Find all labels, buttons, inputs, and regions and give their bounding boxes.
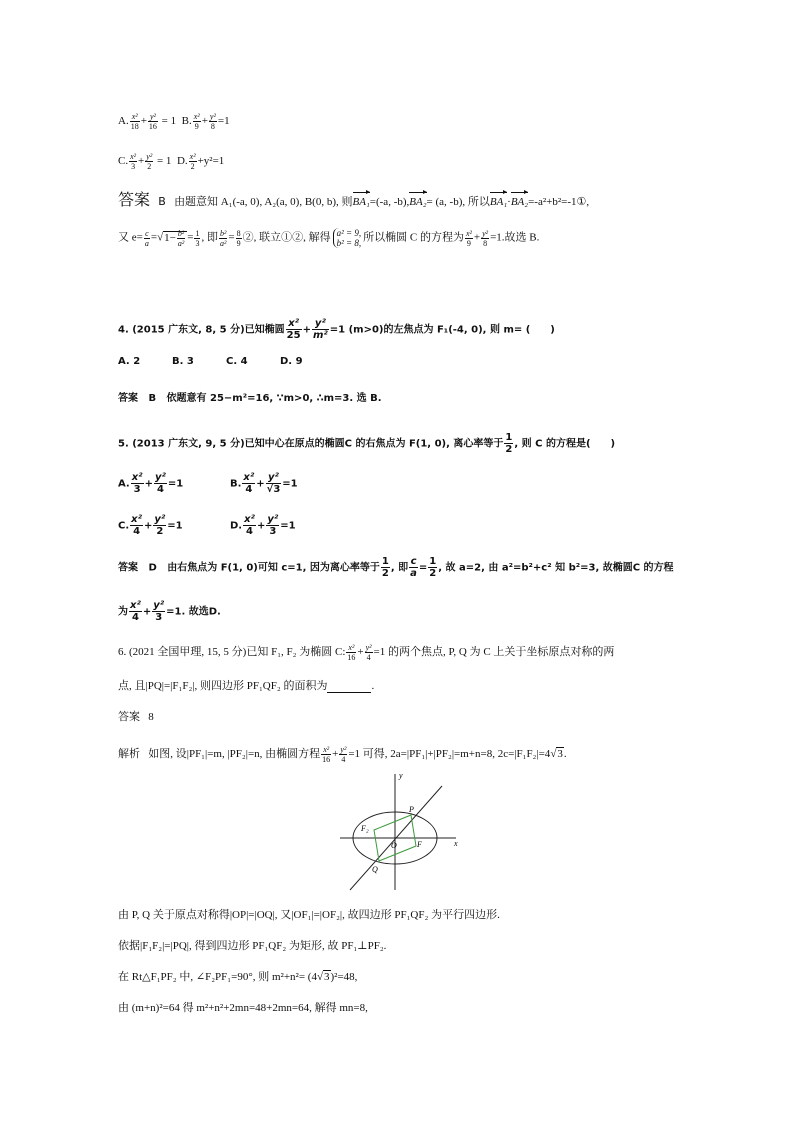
answer-tag: 答案 <box>118 190 151 209</box>
option-label: A. <box>118 115 129 128</box>
q5-answer-line1: 答案 D 由右焦点为 F(1, 0)可知 c=1, 因为离心率等于 $\frac{1}{2}$ , 即 $\frac{c}{a}$ = $\frac{1}{2}$ , 故 a=2, 由 a²=b²+c² 知 b²=3, 故椭圆C 的方程 <box>118 556 674 579</box>
option-a: A. 2 <box>118 356 141 367</box>
label-q: Q <box>372 865 378 874</box>
q6-solution-line3: 在 Rt△F₁PF₂ 中, ∠F₂PF₁=90°, 则 m²+n²= (4√3)²=48, <box>118 971 358 983</box>
option-d: D. 9 <box>280 356 303 367</box>
label-f1: F <box>417 840 422 849</box>
label-o: O <box>391 841 397 850</box>
q5-answer-line2: 为 $\frac{\text{x²}}{4}$ + $\frac{\text{y²}}{3}$ =1. 故选D. <box>118 600 221 623</box>
q6-answer: 答案 8 <box>118 710 154 723</box>
q3-options-ab: A. $\frac{\text{x²}}{18}$ + $\frac{\text{y²}}{16}$ = 1 B. $\frac{\text{x²}}{9}$ + $\frac{\text{y²}}{8}$ =1 <box>118 112 230 131</box>
q3-answer-line1: 答案 B 由题意知 A₁(-a, 0), A₂(a, 0), B(0, b), 则BA₁=(-a, -b),BA₂= (a, -b), 所以BA₁·BA₂=-a²+b²=-1①, <box>118 190 590 209</box>
q3-options-cd: C. $\frac{\text{x²}}{3}$ + $\frac{\text{y²}}{2}$ = 1 D. $\frac{\text{x²}}{2}$ +y²=1 <box>118 152 225 171</box>
q3-answer-line2: 又 e= $\frac{c}{a}$ =√1− $\frac{\text{b²}}{\text{a²}}$ = $\frac{1}{3}$ , 即 $\frac{\text{b²}}{\text{a²}}$ = $\frac{8}{9}$ ②, 联立①②, 解得 a² = 9, b² = 8, 所以椭圆 C 的方程为 $\frac{\text{x²}}{9}$ + $\frac{\text{y²}}{8}$ =1.故选 B. <box>118 228 540 248</box>
label-y: y <box>399 771 403 780</box>
q5-stem: 5. (2013 广东文, 9, 5 分)已知中心在原点的椭圆C 的右焦点为 F(1, 0), 离心率等于 $\frac{1}{2}$ , 则 C 的方程是( ) <box>118 432 616 455</box>
q5-options-ab: A. $\frac{\text{x²}}{3}$ + $\frac{\text{y²}}{4}$ =1 B. $\frac{\text{x²}}{4}$ + $\frac{\text{y²}}{√3}$ =1 <box>118 472 298 495</box>
label-x: x <box>454 839 458 848</box>
label-f2: F₂ <box>361 824 369 833</box>
q6-solution-line1: 由 P, Q 关于原点对称得|OP|=|OQ|, 又|OF₁|=|OF₂|, 故四边形 PF₁QF₂ 为平行四边形. <box>118 909 500 921</box>
q6-solution-line4: 由 (m+n)²=64 得 m²+n²+2mn=48+2mn=64, 解得 mn=8, <box>118 1002 368 1014</box>
answer-blank <box>327 682 371 693</box>
option-b: B. 3 <box>172 356 194 367</box>
label-p: P <box>409 805 414 814</box>
option-c: C. 4 <box>226 356 248 367</box>
q6-solution-line2: 依据|F₁F₂|=|PQ|, 得到四边形 PF₁QF₂ 为矩形, 故 PF₁⊥PF₂. <box>118 940 387 952</box>
q4-options <box>118 355 303 369</box>
q6-stem-line1: 6. (2021 全国甲理, 15, 5 分)已知 F₁, F₂ 为椭圆 C: $\frac{\text{x²}}{16}$ + $\frac{\text{y²}}{4}$ =1 的两个焦点, P, Q 为 C 上关于坐标原点对称的两 <box>118 643 615 662</box>
q4-stem: 4. (2015 广东文, 8, 5 分)已知椭圆 $\frac{\text{x²}}{25}$ + $\frac{\text{y²}}{\text{m²}}$ =1 (m>0)的左焦点为 F₁(-4, 0), 则 m= ( ) <box>118 318 555 341</box>
q6-analysis: 解析 如图, 设|PF₁|=m, |PF₂|=n, 由椭圆方程 $\frac{\text{x²}}{16}$ + $\frac{\text{y²}}{4}$ =1 可得, 2a=|PF₁|+|PF₂|=m+n=8, 2c=|F₁F₂|=4√3. <box>118 745 567 764</box>
q5-options-cd: C. $\frac{\text{x²}}{4}$ + $\frac{\text{y²}}{2}$ =1 D. $\frac{\text{x²}}{4}$ + $\frac{\text{y²}}{3}$ =1 <box>118 514 296 537</box>
ellipse-figure <box>338 768 463 893</box>
q6-stem-line2: 点, 且|PQ|=|F₁F₂|, 则四边形 PF₁QF₂ 的面积为 . <box>118 680 375 692</box>
q4-answer: 答案 B 依题意有 25−m²=16, ∵m>0, ∴m=3. 选 B. <box>118 393 382 404</box>
